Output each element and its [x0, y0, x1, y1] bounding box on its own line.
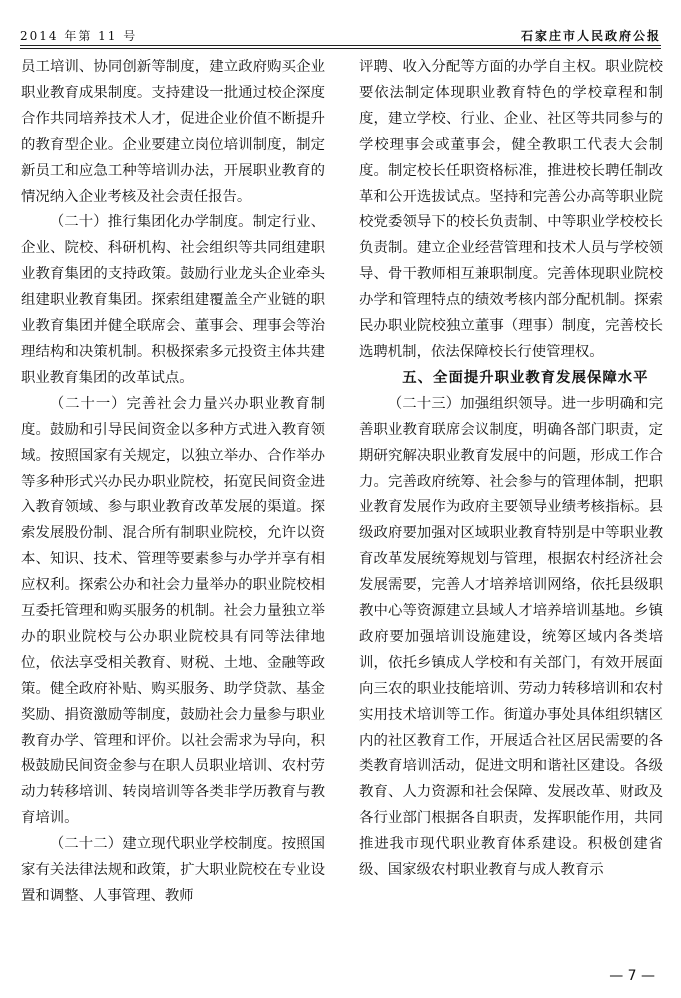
paragraph-22: （二十二）建立现代职业学校制度。按照国家有关法律法规和政策，扩大职业院校在专业设置和调整、人事管理、教师 [21, 836, 325, 904]
publication-title: 石家庄市人民政府公报 [520, 29, 661, 43]
paragraph-21: （二十一）完善社会力量兴办职业教育制度。鼓励和引导民间资金以多种方式进入教育领域。按照国家有关规定，以独立举办、合作举办等多种形式兴办民办职业院校，拓宽民间资金进入教育领域、参与职业教育改革发展的渠道。探索发展股份制、混合所有制职业院校，允许以资本、知识、技术、管理等要素参与办学并享有相应权利。探索公办和社会力量举办的职业院校相互委托管理和购买服务的机制。社会力量独立举办的职业院校与公办职业院校具有同等法律地位，依法享受相关教育、财税、土地、金融等政策。健全政府补贴、购买服务、助学贷款、基金奖励、捐资激励等制度，鼓励社会力量参与职业教育办学、管理和评价。以社会需求为导向，积极鼓励民间资金参与在职人员职业培训、农村劳动力转移培训、转岗培训等各类非学历教育与教育培训。 [21, 395, 325, 827]
paragraph-22-continued: 评聘、收入分配等方面的办学自主权。职业院校要依法制定体现职业教育特色的学校章程和制度，建立学校、行业、企业、社区等共同参与的学校理事会或董事会，健全教职工代表大会制度。制定校长任职资格标准，推进校长聘任制改革和公开选拔试点。坚持和完善公办高等职业院校党委领导下的校长负责制、中等职业学校校长负责制。建立企业经营管理和技术人员与学校领导、骨干教师相互兼职制度。完善体现职业院校办学和管理特点的绩效考核内部分配机制。探索民办职业院校独立董事（理事）制度，完善校长选聘机制，依法保障校长行使管理权。 [359, 59, 663, 360]
paragraph-continued: 员工培训、协同创新等制度，建立政府购买企业职业教育成果制度。支持建设一批通过校企深度合作共同培养技术人才，促进企业价值不断提升的教育型企业。企业要建立岗位培训制度，制定新员工和应急工种等培训办法，开展职业教育的情况纳入企业考核及社会责任报告。 [21, 59, 325, 205]
issue-label: 2014 年第 11 号 [20, 29, 138, 43]
left-column [21, 55, 325, 910]
running-header [20, 20, 661, 44]
header-rule-top [20, 45, 661, 46]
right-column [359, 55, 663, 884]
page-number: — 7 — [609, 968, 655, 984]
paragraph-23: （二十三）加强组织领导。进一步明确和完善职业教育联席会议制度，明确各部门职责，定期研究解决职业教育发展中的问题，形成工作合力。完善政府统筹、社会参与的管理体制，把职业教育发展作为政府主要领导业绩考核指标。县级政府要加强对区域职业教育特别是中等职业教育改革发展统筹规划与管理，根据农村经济社会发展需要，完善人才培养培训网络，依托县级职教中心等资源建立县域人才培养培训基地。乡镇政府要加强培训设施建设，统筹区域内各类培训，依托乡镇成人学校和有关部门，有效开展面向三农的职业技能培训、劳动力转移培训和农村实用技术培训等工作。街道办事处具体组织辖区内的社区教育工作，开展适合社区居民需要的各类教育培训活动，促进文明和谐社区建设。各级教育、人力资源和社会保障、发展改革、财政及各行业部门根据各自职责，发挥职能作用，共同推进我市现代职业教育体系建设。积极创建省级、国家级农村职业教育与成人教育示 [359, 395, 663, 879]
section-heading: 五、全面提升职业教育发展保障水平 [402, 369, 649, 386]
paragraph-20: （二十）推行集团化办学制度。制定行业、企业、院校、科研机构、社会组织等共同组建职业教育集团的支持政策。鼓励行业龙头企业牵头组建职业教育集团。探索组建覆盖全产业链的职业教育集团并健全联席会、董事会、理事会等治理结构和决策机制。积极探索多元投资主体共建职业教育集团的改革试点。 [21, 214, 325, 386]
header-rule-bottom [20, 48, 661, 49]
